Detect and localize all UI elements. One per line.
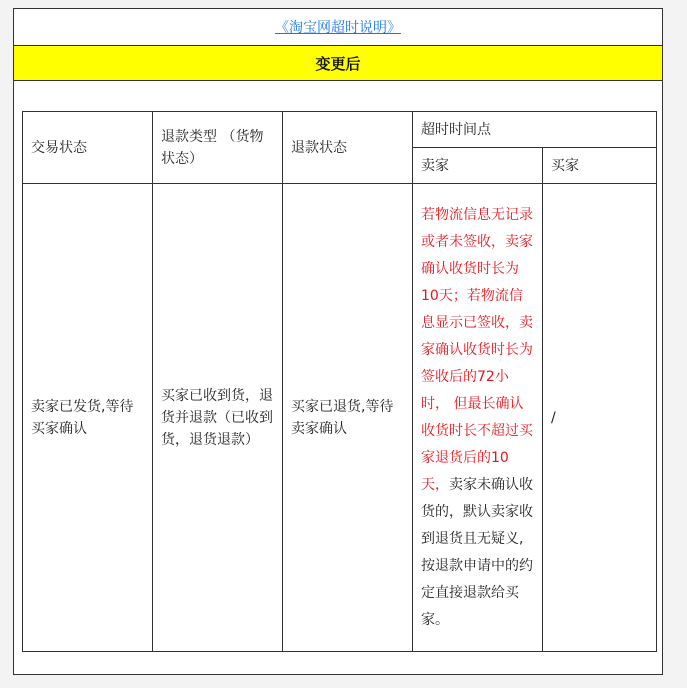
seller-timeout-black-text: 卖家未确认收货的，默认卖家收到退货且无疑义,按退款申请中的约定直接退款给买家。: [421, 476, 533, 628]
cell-buyer-timeout: /: [543, 184, 657, 652]
cell-seller-timeout: [413, 184, 543, 652]
banner-title: 变更后: [14, 46, 662, 81]
header-refund-type: 退款类型 （货物状态）: [153, 112, 283, 184]
taobao-timeout-link[interactable]: 《淘宝网超时说明》: [275, 20, 401, 36]
header-seller: 卖家: [413, 148, 543, 184]
document-frame: [13, 8, 663, 675]
cell-refund-type: 买家已收到货，退货并退款（已收到货，退货退款）: [153, 184, 283, 652]
table-row: [23, 184, 657, 652]
seller-timeout-red-text: 若物流信息无记录或者未签收，卖家确认收货时长为10天；若物流信息显示已签收，卖家确认收货时长为签收后的72小时， 但最长确认收货时长不超过买家退货后的10天，: [421, 206, 533, 493]
timeout-rules-table: [22, 111, 657, 652]
header-refund-status: 退款状态: [283, 112, 413, 184]
header-trade-status: 交易状态: [23, 112, 153, 184]
header-row-1: [23, 112, 657, 148]
link-row: [14, 9, 662, 46]
header-buyer: 买家: [543, 148, 657, 184]
header-timeout-point: 超时时间点: [413, 112, 657, 148]
cell-refund-status: 买家已退货,等待卖家确认: [283, 184, 413, 652]
cell-trade-status: 卖家已发货,等待买家确认: [23, 184, 153, 652]
